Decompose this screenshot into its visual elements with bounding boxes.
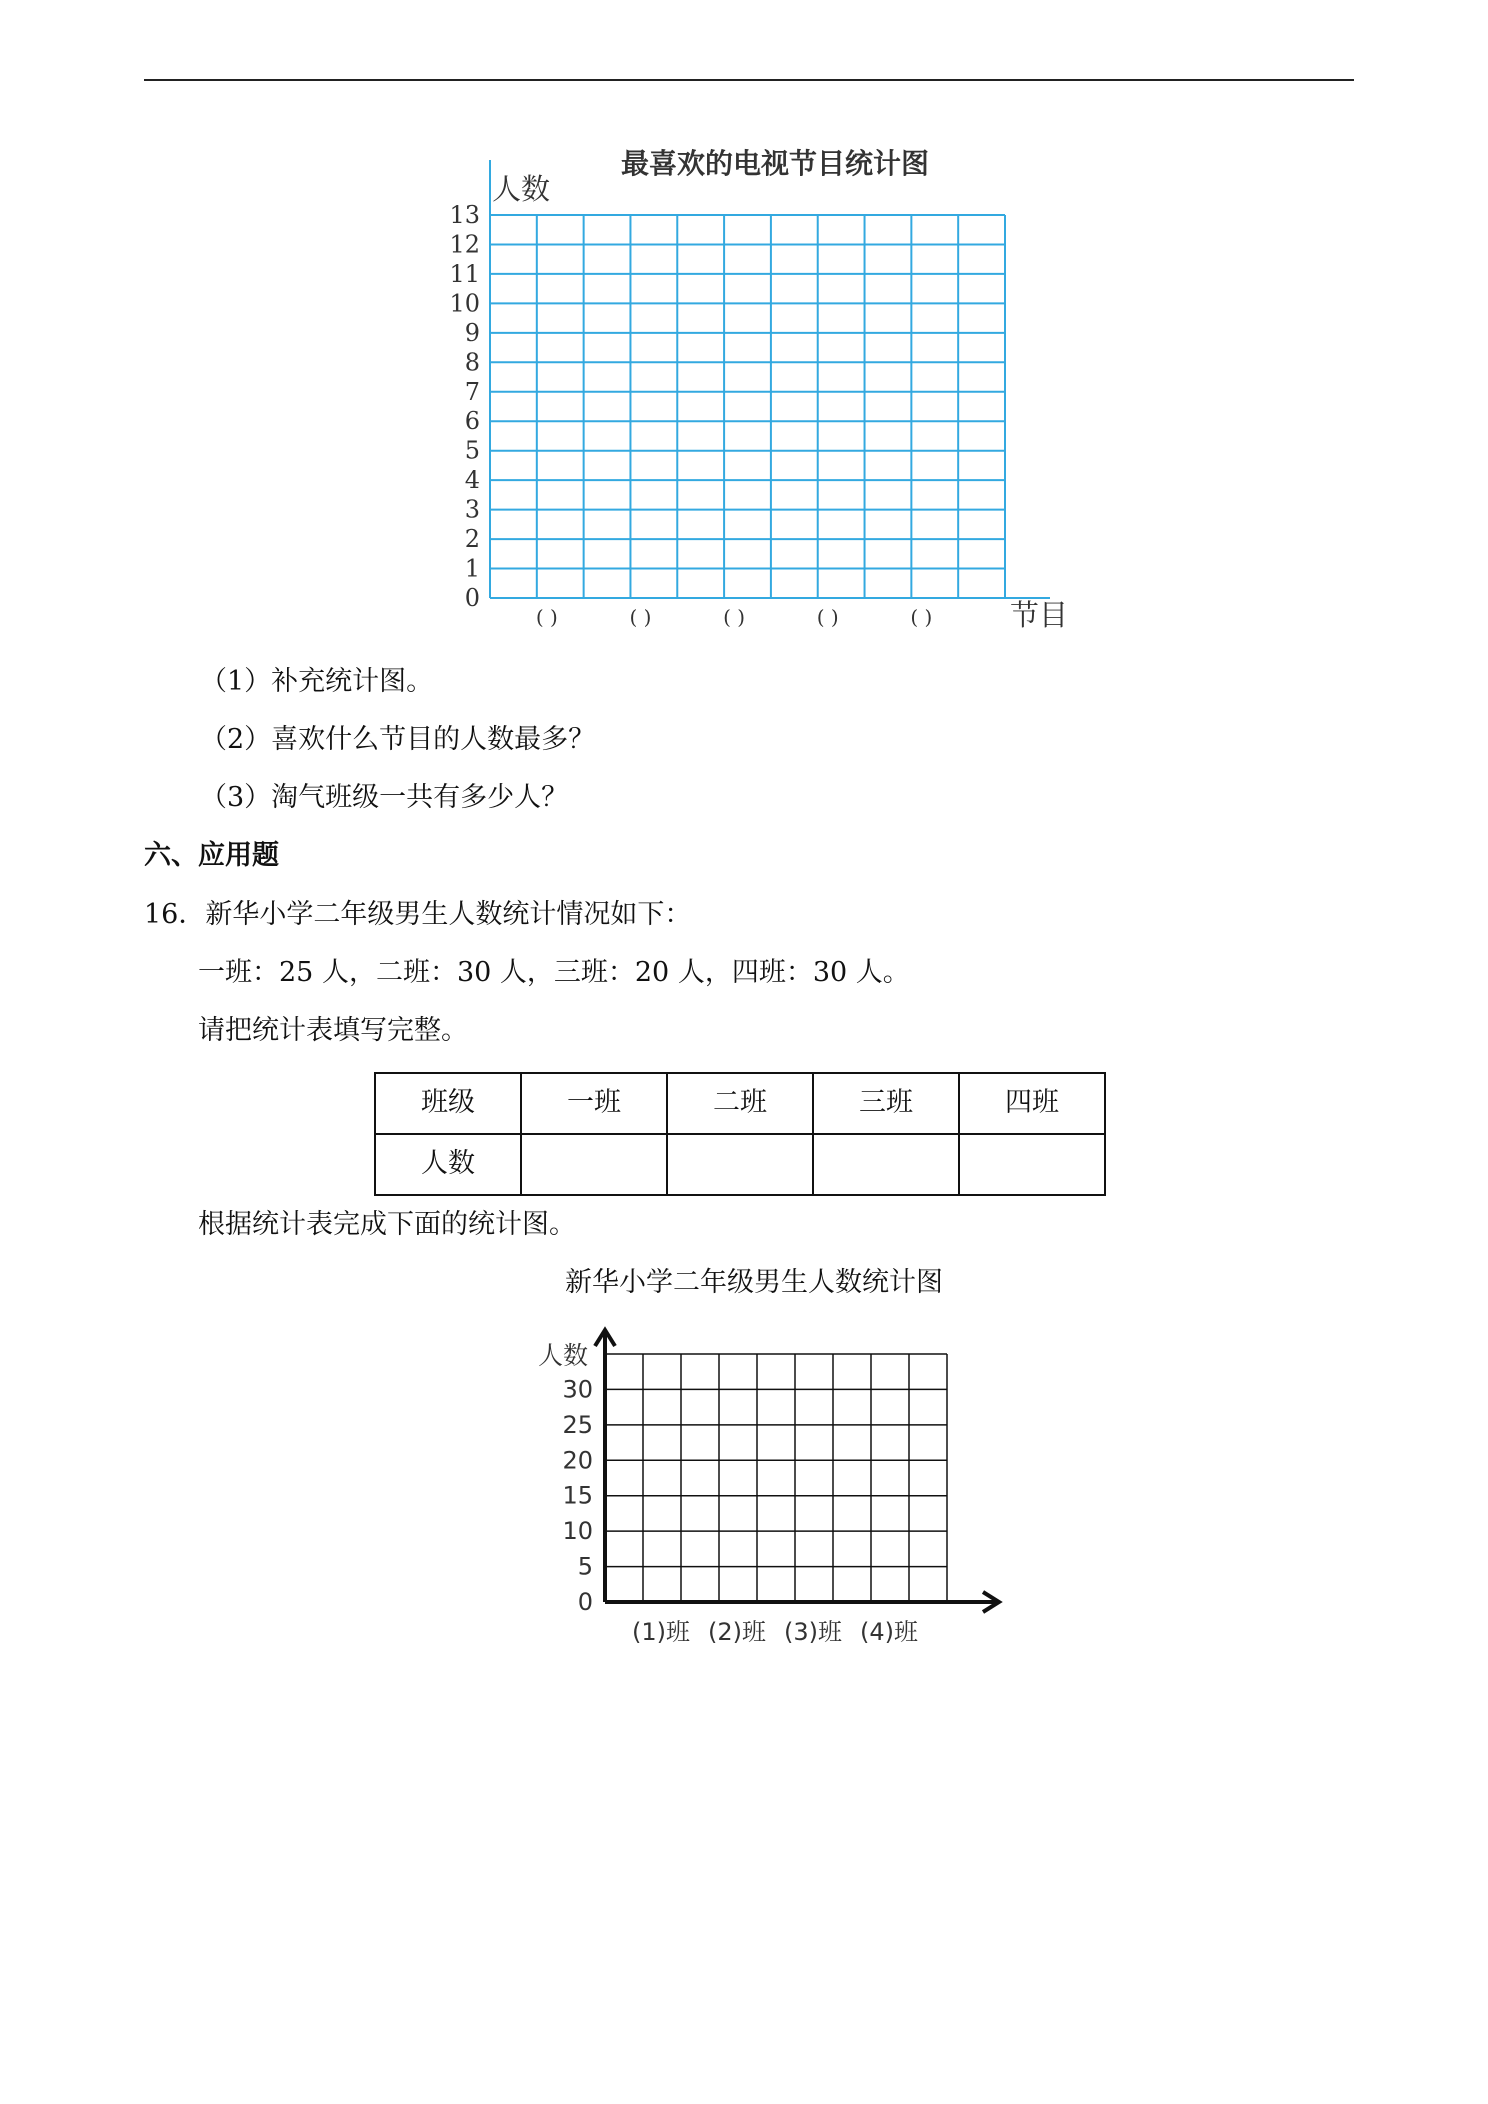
y-tick-label: 25 xyxy=(562,1410,593,1439)
y-tick-label: 10 xyxy=(562,1517,593,1546)
chart2-y-ticks xyxy=(562,1375,593,1616)
chart1-y-ticks xyxy=(449,201,480,612)
q16-data-line: 一班：25 人，二班：30 人，三班：20 人，四班：30 人。 xyxy=(198,957,910,988)
tv-program-chart xyxy=(430,135,1090,645)
section-heading-application: 六、应用题 xyxy=(144,840,279,871)
y-tick-label: 20 xyxy=(562,1446,593,1475)
chart1-grid xyxy=(490,160,1050,598)
q15-item-2: （2）喜欢什么节目的人数最多？ xyxy=(200,724,596,755)
q16-instruction-chart: 根据统计表完成下面的统计图。 xyxy=(198,1209,576,1240)
chart1-title: 最喜欢的电视节目统计图 xyxy=(620,147,930,180)
table-header-cell: 一班 xyxy=(521,1073,667,1134)
answer-cell[interactable] xyxy=(813,1134,959,1195)
y-tick-label: 6 xyxy=(464,407,480,436)
y-tick-label: 10 xyxy=(449,289,480,318)
x-slot-label: ( ) xyxy=(723,605,746,629)
y-tick-label: 30 xyxy=(562,1375,593,1404)
x-slot-label: ( ) xyxy=(816,605,839,629)
y-tick-label: 7 xyxy=(464,377,480,406)
y-tick-label: 15 xyxy=(562,1481,593,1510)
header-rule xyxy=(144,79,1354,81)
chart1-ylabel: 人数 xyxy=(492,172,551,206)
chart2-x-ticks xyxy=(632,1618,918,1646)
chart2-ylabel: 人数 xyxy=(538,1341,589,1370)
x-tick-label: (3)班 xyxy=(784,1618,842,1646)
boys-count-chart xyxy=(520,1320,1020,1670)
table-row xyxy=(375,1073,1105,1134)
y-tick-label: 0 xyxy=(577,1588,593,1616)
table-header-cell: 班级 xyxy=(375,1073,521,1134)
y-tick-label: 5 xyxy=(464,436,480,465)
table-row xyxy=(375,1134,1105,1195)
y-tick-label: 1 xyxy=(464,554,480,583)
chart1-xlabel: 节目 xyxy=(1010,598,1069,632)
table-header-cell: 四班 xyxy=(959,1073,1105,1134)
y-tick-label: 2 xyxy=(464,525,480,554)
y-tick-label: 0 xyxy=(464,584,480,612)
q16-stem: 16．新华小学二年级男生人数统计情况如下： xyxy=(144,899,692,930)
stats-table xyxy=(374,1072,1106,1196)
table-header-cell: 二班 xyxy=(667,1073,813,1134)
q16-chart-title: 新华小学二年级男生人数统计图 xyxy=(565,1267,943,1298)
q15-item-1: （1）补充统计图。 xyxy=(200,666,434,697)
chart1-x-slots xyxy=(536,605,933,629)
x-tick-label: (2)班 xyxy=(708,1618,766,1646)
x-slot-label: ( ) xyxy=(629,605,652,629)
y-tick-label: 11 xyxy=(449,259,480,288)
answer-cell[interactable] xyxy=(667,1134,813,1195)
q16-instruction-table: 请把统计表填写完整。 xyxy=(198,1015,468,1046)
y-tick-label: 4 xyxy=(464,466,480,495)
x-slot-label: ( ) xyxy=(535,605,558,629)
q15-item-3: （3）淘气班级一共有多少人？ xyxy=(200,782,569,813)
y-tick-label: 5 xyxy=(577,1552,593,1581)
y-tick-label: 9 xyxy=(464,318,480,347)
x-slot-label: ( ) xyxy=(910,605,933,629)
y-tick-label: 13 xyxy=(449,201,480,229)
answer-cell[interactable] xyxy=(521,1134,667,1195)
table-row-label: 人数 xyxy=(375,1134,521,1195)
chart2-grid xyxy=(595,1330,999,1612)
x-tick-label: (4)班 xyxy=(860,1618,918,1646)
x-tick-label: (1)班 xyxy=(632,1618,690,1646)
y-tick-label: 12 xyxy=(449,230,480,259)
table-header-cell: 三班 xyxy=(813,1073,959,1134)
y-tick-label: 3 xyxy=(464,495,480,524)
answer-cell[interactable] xyxy=(959,1134,1105,1195)
y-tick-label: 8 xyxy=(464,348,480,377)
